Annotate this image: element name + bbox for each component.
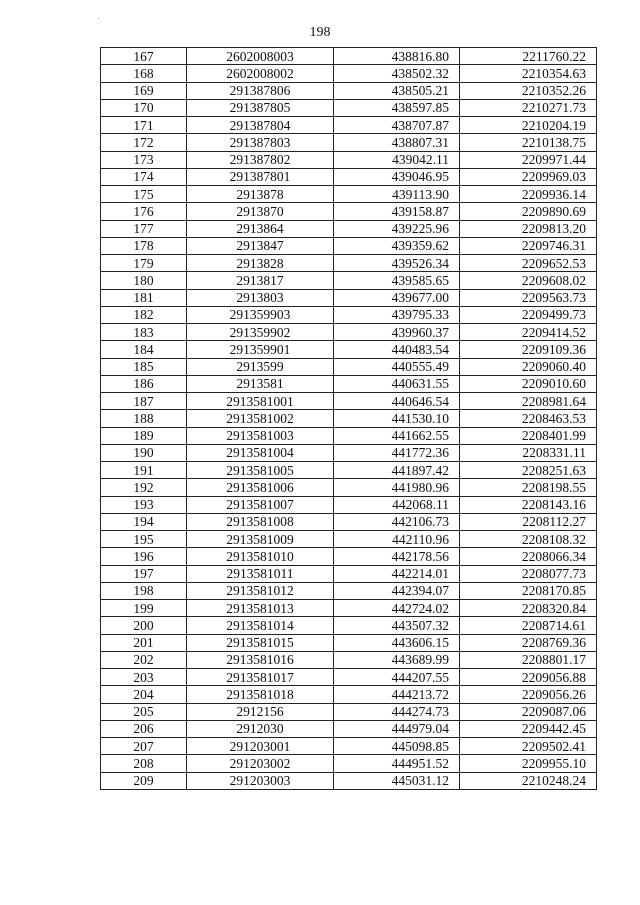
point-id-cell: 2913581 (187, 375, 334, 392)
point-id-cell: 2913581007 (187, 496, 334, 513)
table-row (101, 237, 597, 254)
coordinates-table-container (100, 47, 596, 790)
point-number-cell: 208 (101, 755, 187, 772)
x-coordinate-cell: 441980.96 (334, 479, 460, 496)
table-row (101, 48, 597, 65)
point-id-cell: 2913581010 (187, 548, 334, 565)
table-row (101, 703, 597, 720)
point-number-cell: 190 (101, 444, 187, 461)
y-coordinate-cell: 2208463.53 (460, 410, 597, 427)
x-coordinate-cell: 439113.90 (334, 186, 460, 203)
point-number-cell: 184 (101, 341, 187, 358)
x-coordinate-cell: 441530.10 (334, 410, 460, 427)
table-row (101, 772, 597, 789)
point-id-cell: 2913581011 (187, 565, 334, 582)
table-row (101, 686, 597, 703)
y-coordinate-cell: 2208112.27 (460, 513, 597, 530)
y-coordinate-cell: 2209442.45 (460, 720, 597, 737)
y-coordinate-cell: 2210271.73 (460, 99, 597, 116)
x-coordinate-cell: 442214.01 (334, 565, 460, 582)
y-coordinate-cell: 2210352.26 (460, 82, 597, 99)
point-number-cell: 178 (101, 237, 187, 254)
point-number-cell: 192 (101, 479, 187, 496)
point-id-cell: 2913581002 (187, 410, 334, 427)
x-coordinate-cell: 442110.96 (334, 531, 460, 548)
point-id-cell: 2913828 (187, 255, 334, 272)
point-number-cell: 185 (101, 358, 187, 375)
y-coordinate-cell: 2209056.88 (460, 669, 597, 686)
y-coordinate-cell: 2208320.84 (460, 600, 597, 617)
x-coordinate-cell: 443606.15 (334, 634, 460, 651)
x-coordinate-cell: 444979.04 (334, 720, 460, 737)
y-coordinate-cell: 2209746.31 (460, 237, 597, 254)
x-coordinate-cell: 439359.62 (334, 237, 460, 254)
y-coordinate-cell: 2208077.73 (460, 565, 597, 582)
point-number-cell: 182 (101, 306, 187, 323)
point-id-cell: 291387804 (187, 117, 334, 134)
table-row (101, 513, 597, 530)
x-coordinate-cell: 439526.34 (334, 255, 460, 272)
point-id-cell: 2913581017 (187, 669, 334, 686)
point-id-cell: 2913817 (187, 272, 334, 289)
x-coordinate-cell: 445098.85 (334, 738, 460, 755)
y-coordinate-cell: 2209936.14 (460, 186, 597, 203)
table-row (101, 582, 597, 599)
y-coordinate-cell: 2210204.19 (460, 117, 597, 134)
table-row (101, 289, 597, 306)
x-coordinate-cell: 438502.32 (334, 65, 460, 82)
y-coordinate-cell: 2208769.36 (460, 634, 597, 651)
point-id-cell: 291387801 (187, 168, 334, 185)
point-number-cell: 205 (101, 703, 187, 720)
y-coordinate-cell: 2208066.34 (460, 548, 597, 565)
y-coordinate-cell: 2209499.73 (460, 306, 597, 323)
y-coordinate-cell: 2209109.36 (460, 341, 597, 358)
x-coordinate-cell: 439585.65 (334, 272, 460, 289)
table-row (101, 720, 597, 737)
y-coordinate-cell: 2208331.11 (460, 444, 597, 461)
point-number-cell: 171 (101, 117, 187, 134)
point-number-cell: 172 (101, 134, 187, 151)
table-row (101, 255, 597, 272)
point-id-cell: 2913581001 (187, 393, 334, 410)
x-coordinate-cell: 442178.56 (334, 548, 460, 565)
x-coordinate-cell: 445031.12 (334, 772, 460, 789)
point-id-cell: 291387802 (187, 151, 334, 168)
y-coordinate-cell: 2208251.63 (460, 462, 597, 479)
table-row (101, 168, 597, 185)
x-coordinate-cell: 442068.11 (334, 496, 460, 513)
table-row (101, 65, 597, 82)
x-coordinate-cell: 438707.87 (334, 117, 460, 134)
point-id-cell: 2602008003 (187, 48, 334, 65)
point-number-cell: 202 (101, 651, 187, 668)
x-coordinate-cell: 440646.54 (334, 393, 460, 410)
y-coordinate-cell: 2208108.32 (460, 531, 597, 548)
point-number-cell: 176 (101, 203, 187, 220)
y-coordinate-cell: 2209010.60 (460, 375, 597, 392)
y-coordinate-cell: 2209056.26 (460, 686, 597, 703)
coordinates-table (100, 47, 597, 790)
table-row (101, 548, 597, 565)
point-number-cell: 200 (101, 617, 187, 634)
point-number-cell: 175 (101, 186, 187, 203)
y-coordinate-cell: 2209060.40 (460, 358, 597, 375)
point-id-cell: 291359902 (187, 324, 334, 341)
x-coordinate-cell: 443507.32 (334, 617, 460, 634)
y-coordinate-cell: 2208981.64 (460, 393, 597, 410)
table-row (101, 82, 597, 99)
x-coordinate-cell: 439225.96 (334, 220, 460, 237)
table-row (101, 306, 597, 323)
table-row (101, 462, 597, 479)
point-number-cell: 193 (101, 496, 187, 513)
table-row (101, 324, 597, 341)
table-row (101, 427, 597, 444)
y-coordinate-cell: 2209969.03 (460, 168, 597, 185)
point-id-cell: 2913581013 (187, 600, 334, 617)
point-id-cell: 2913581005 (187, 462, 334, 479)
point-id-cell: 2912030 (187, 720, 334, 737)
point-id-cell: 2912156 (187, 703, 334, 720)
point-id-cell: 291203002 (187, 755, 334, 772)
x-coordinate-cell: 442106.73 (334, 513, 460, 530)
x-coordinate-cell: 439795.33 (334, 306, 460, 323)
table-row (101, 634, 597, 651)
point-number-cell: 177 (101, 220, 187, 237)
y-coordinate-cell: 2209971.44 (460, 151, 597, 168)
point-number-cell: 168 (101, 65, 187, 82)
point-number-cell: 204 (101, 686, 187, 703)
point-id-cell: 2913864 (187, 220, 334, 237)
scan-speck (98, 18, 99, 19)
point-id-cell: 291359901 (187, 341, 334, 358)
point-id-cell: 2913870 (187, 203, 334, 220)
y-coordinate-cell: 2209502.41 (460, 738, 597, 755)
point-number-cell: 203 (101, 669, 187, 686)
point-number-cell: 189 (101, 427, 187, 444)
y-coordinate-cell: 2211760.22 (460, 48, 597, 65)
table-row (101, 151, 597, 168)
point-id-cell: 291387805 (187, 99, 334, 116)
coordinates-table-body (101, 48, 597, 790)
y-coordinate-cell: 2208198.55 (460, 479, 597, 496)
y-coordinate-cell: 2209414.52 (460, 324, 597, 341)
point-number-cell: 174 (101, 168, 187, 185)
point-number-cell: 187 (101, 393, 187, 410)
y-coordinate-cell: 2210354.63 (460, 65, 597, 82)
y-coordinate-cell: 2208714.61 (460, 617, 597, 634)
x-coordinate-cell: 444951.52 (334, 755, 460, 772)
point-number-cell: 196 (101, 548, 187, 565)
point-id-cell: 2913581014 (187, 617, 334, 634)
x-coordinate-cell: 438816.80 (334, 48, 460, 65)
point-number-cell: 191 (101, 462, 187, 479)
point-id-cell: 2913599 (187, 358, 334, 375)
point-number-cell: 179 (101, 255, 187, 272)
point-id-cell: 291387806 (187, 82, 334, 99)
x-coordinate-cell: 439042.11 (334, 151, 460, 168)
table-row (101, 600, 597, 617)
y-coordinate-cell: 2209608.02 (460, 272, 597, 289)
table-row (101, 272, 597, 289)
y-coordinate-cell: 2208801.17 (460, 651, 597, 668)
point-number-cell: 186 (101, 375, 187, 392)
x-coordinate-cell: 444213.72 (334, 686, 460, 703)
x-coordinate-cell: 440483.54 (334, 341, 460, 358)
table-row (101, 496, 597, 513)
x-coordinate-cell: 438505.21 (334, 82, 460, 99)
point-number-cell: 197 (101, 565, 187, 582)
point-number-cell: 170 (101, 99, 187, 116)
x-coordinate-cell: 444274.73 (334, 703, 460, 720)
x-coordinate-cell: 439960.37 (334, 324, 460, 341)
table-row (101, 669, 597, 686)
point-id-cell: 2602008002 (187, 65, 334, 82)
table-row (101, 393, 597, 410)
x-coordinate-cell: 439677.00 (334, 289, 460, 306)
point-id-cell: 2913581016 (187, 651, 334, 668)
point-id-cell: 291203001 (187, 738, 334, 755)
table-row (101, 186, 597, 203)
point-number-cell: 198 (101, 582, 187, 599)
table-row (101, 203, 597, 220)
point-id-cell: 2913803 (187, 289, 334, 306)
point-id-cell: 2913581006 (187, 479, 334, 496)
point-id-cell: 2913581004 (187, 444, 334, 461)
point-id-cell: 2913847 (187, 237, 334, 254)
y-coordinate-cell: 2208401.99 (460, 427, 597, 444)
y-coordinate-cell: 2209652.53 (460, 255, 597, 272)
x-coordinate-cell: 442724.02 (334, 600, 460, 617)
point-number-cell: 181 (101, 289, 187, 306)
y-coordinate-cell: 2209890.69 (460, 203, 597, 220)
y-coordinate-cell: 2209813.20 (460, 220, 597, 237)
table-row (101, 651, 597, 668)
x-coordinate-cell: 442394.07 (334, 582, 460, 599)
table-row (101, 99, 597, 116)
table-row (101, 444, 597, 461)
table-row (101, 479, 597, 496)
x-coordinate-cell: 439158.87 (334, 203, 460, 220)
x-coordinate-cell: 440555.49 (334, 358, 460, 375)
y-coordinate-cell: 2210138.75 (460, 134, 597, 151)
table-row (101, 531, 597, 548)
point-id-cell: 2913581015 (187, 634, 334, 651)
x-coordinate-cell: 443689.99 (334, 651, 460, 668)
point-id-cell: 2913581009 (187, 531, 334, 548)
point-number-cell: 167 (101, 48, 187, 65)
y-coordinate-cell: 2209955.10 (460, 755, 597, 772)
table-row (101, 117, 597, 134)
point-number-cell: 209 (101, 772, 187, 789)
table-row (101, 565, 597, 582)
point-number-cell: 173 (101, 151, 187, 168)
page-number: 198 (309, 25, 331, 40)
x-coordinate-cell: 441662.55 (334, 427, 460, 444)
x-coordinate-cell: 441897.42 (334, 462, 460, 479)
x-coordinate-cell: 440631.55 (334, 375, 460, 392)
point-number-cell: 201 (101, 634, 187, 651)
point-number-cell: 195 (101, 531, 187, 548)
x-coordinate-cell: 444207.55 (334, 669, 460, 686)
point-id-cell: 2913581003 (187, 427, 334, 444)
point-number-cell: 194 (101, 513, 187, 530)
x-coordinate-cell: 438807.31 (334, 134, 460, 151)
x-coordinate-cell: 438597.85 (334, 99, 460, 116)
point-number-cell: 183 (101, 324, 187, 341)
table-row (101, 410, 597, 427)
table-row (101, 375, 597, 392)
point-id-cell: 291203003 (187, 772, 334, 789)
point-id-cell: 2913581008 (187, 513, 334, 530)
table-row (101, 220, 597, 237)
y-coordinate-cell: 2208170.85 (460, 582, 597, 599)
table-row (101, 341, 597, 358)
x-coordinate-cell: 441772.36 (334, 444, 460, 461)
point-number-cell: 169 (101, 82, 187, 99)
point-number-cell: 188 (101, 410, 187, 427)
point-id-cell: 2913581018 (187, 686, 334, 703)
point-number-cell: 207 (101, 738, 187, 755)
point-id-cell: 291359903 (187, 306, 334, 323)
point-number-cell: 206 (101, 720, 187, 737)
table-row (101, 358, 597, 375)
y-coordinate-cell: 2208143.16 (460, 496, 597, 513)
point-id-cell: 2913581012 (187, 582, 334, 599)
y-coordinate-cell: 2209563.73 (460, 289, 597, 306)
point-number-cell: 199 (101, 600, 187, 617)
point-id-cell: 2913878 (187, 186, 334, 203)
table-row (101, 755, 597, 772)
x-coordinate-cell: 439046.95 (334, 168, 460, 185)
table-row (101, 738, 597, 755)
table-row (101, 617, 597, 634)
y-coordinate-cell: 2210248.24 (460, 772, 597, 789)
y-coordinate-cell: 2209087.06 (460, 703, 597, 720)
point-number-cell: 180 (101, 272, 187, 289)
table-row (101, 134, 597, 151)
point-id-cell: 291387803 (187, 134, 334, 151)
